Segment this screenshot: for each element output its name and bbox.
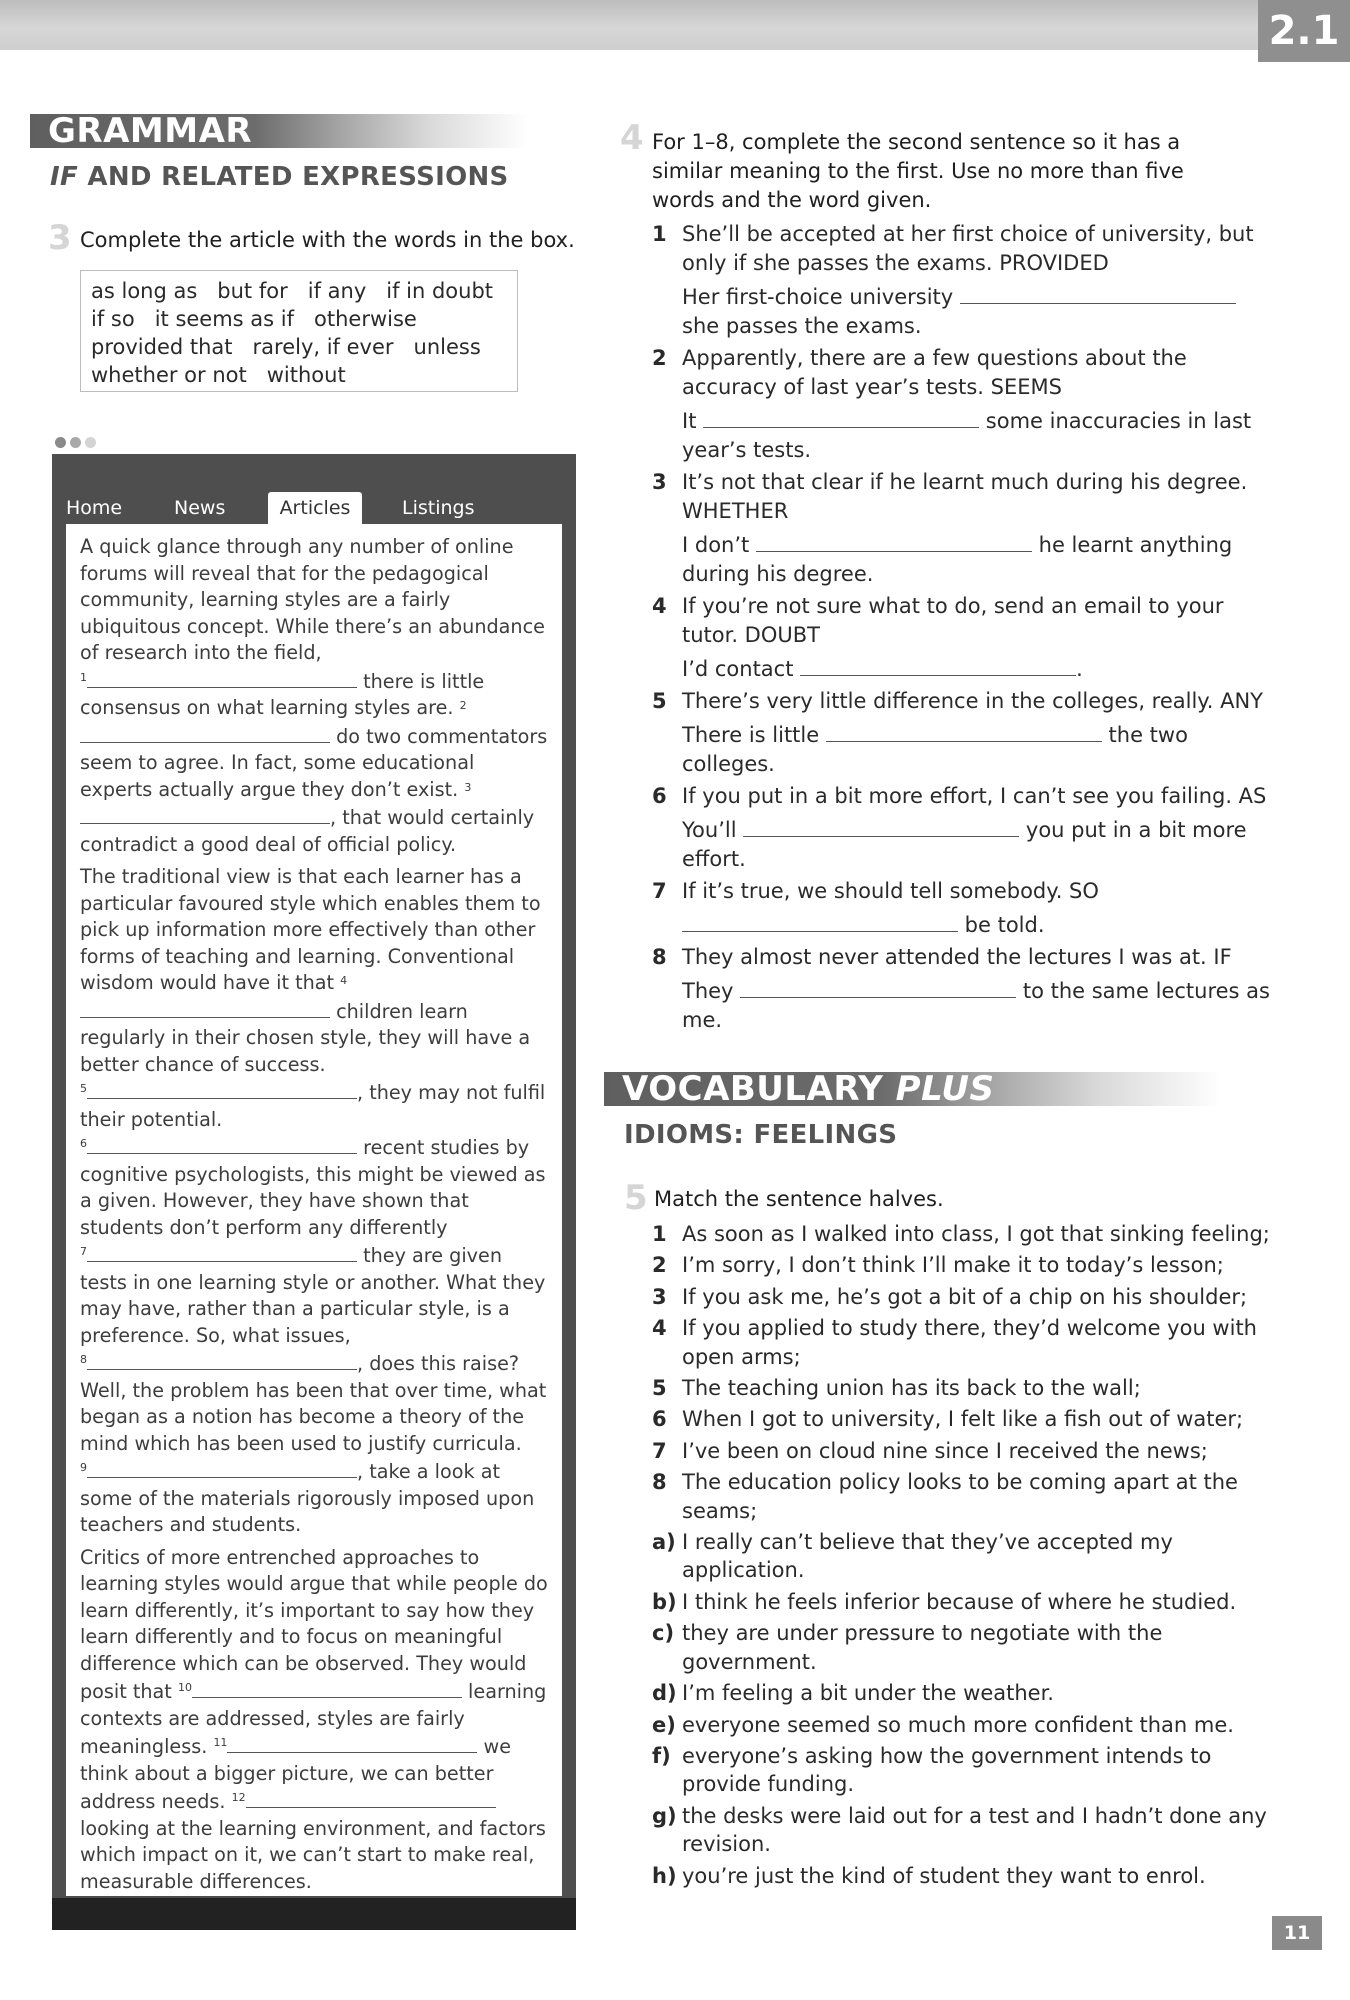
answer-text: Her first-choice university (682, 285, 960, 309)
gap-number: 9 (80, 1461, 87, 1474)
exercise-5-number: 5 (624, 1178, 648, 1218)
unit-number-tab: 2.1 (1258, 0, 1350, 62)
list-item (652, 943, 1272, 1035)
list-item (652, 1468, 1276, 1525)
item-number: 3 (652, 470, 667, 494)
item-text: I think he feels inferior because of where he studied. (682, 1589, 1237, 1614)
article-text: they are given tests in one learning style or another. What they may have, rather than a particular style, is a preference. So, what issues, (80, 1244, 546, 1347)
list-item (652, 1528, 1276, 1585)
answer-text: They (682, 979, 741, 1003)
gap-10-blank[interactable] (192, 1677, 462, 1698)
item-number: 7 (652, 879, 667, 903)
item-text: I really can’t believe that they’ve accepted my application. (682, 1530, 1173, 1583)
item-number: 4 (652, 594, 667, 618)
answer-blank[interactable] (703, 405, 979, 428)
tab-news[interactable]: News (174, 497, 226, 519)
item-answer (682, 909, 1272, 940)
article-text: , they may not fulfil their potential. (80, 1081, 546, 1131)
item-answer (682, 719, 1272, 779)
answer-text: I’d contact (682, 657, 801, 681)
item-letter: f) (652, 1743, 671, 1768)
item-number: 2 (652, 1253, 667, 1278)
answer-blank[interactable] (800, 653, 1076, 676)
word-box-item: if any (307, 279, 367, 303)
item-question: Apparently, there are a few questions about the accuracy of last year’s tests. SEEMS (682, 346, 1187, 399)
tab-home[interactable]: Home (66, 497, 123, 519)
exercise-5-list (652, 1220, 1276, 1893)
gap-number: 1 (80, 670, 87, 684)
item-text: you’re just the kind of student they want to enrol. (682, 1863, 1206, 1888)
exercise-3-instruction: Complete the article with the words in the box. (80, 228, 575, 252)
answer-blank[interactable] (682, 909, 958, 932)
word-box-item: without (266, 363, 346, 387)
item-text: As soon as I walked into class, I got that sinking feeling; (682, 1222, 1270, 1246)
item-answer (682, 281, 1272, 341)
item-text: When I got to university, I felt like a fish out of water; (682, 1407, 1244, 1432)
list-item (652, 1374, 1276, 1402)
item-answer (682, 405, 1272, 465)
word-box-item: unless (413, 335, 481, 359)
item-text: everyone seemed so much more confident than me. (682, 1712, 1234, 1737)
item-question: They almost never attended the lectures I was at. IF (682, 945, 1232, 969)
dot-icon (85, 437, 96, 448)
grammar-subheading (50, 162, 509, 192)
answer-text: You’ll (682, 818, 744, 842)
gap-4-blank[interactable] (80, 997, 330, 1018)
gap-9-blank[interactable] (87, 1457, 357, 1478)
answer-text: be told. (958, 913, 1045, 937)
article-text: looking at the learning environment, and factors which impact on it, we can’t start to make real, measurable differences. (80, 1816, 546, 1893)
answer-text: he learnt anything during his degree. (682, 533, 1233, 586)
exercise-4-number: 4 (620, 118, 644, 158)
gap-number: 4 (340, 974, 348, 987)
grammar-heading: GRAMMAR (30, 114, 528, 148)
word-box-item: provided that (91, 335, 233, 359)
gap-8-blank[interactable] (87, 1349, 357, 1370)
gap-number: 12 (231, 1791, 246, 1804)
item-letter: h) (652, 1863, 677, 1888)
article-body (66, 524, 562, 1896)
list-item (652, 1742, 1276, 1799)
answer-text: I don’t (682, 533, 756, 557)
item-text: The teaching union has its back to the wall; (682, 1376, 1141, 1401)
tab-listings[interactable]: Listings (402, 497, 475, 519)
list-item (652, 1283, 1276, 1311)
article-text: children learn regularly in their chosen style, they will have a better chance of success. (80, 999, 531, 1076)
item-text: If you applied to study there, they’d welcome you with open arms; (682, 1316, 1257, 1369)
gap-2-blank[interactable] (80, 722, 330, 743)
top-banner (0, 0, 1350, 50)
answer-text: to the same lectures as me. (682, 979, 1270, 1032)
article-text: there is little consensus on what learning styles are. (80, 669, 485, 719)
gap-number: 11 (213, 1736, 228, 1749)
answer-text: you put in a bit more effort. (682, 818, 1247, 871)
word-box-item: if in doubt (386, 279, 494, 303)
answer-text: some inaccuracies in last year’s tests. (682, 409, 1252, 462)
list-item (652, 1679, 1276, 1707)
item-number: 5 (652, 1376, 667, 1401)
item-number: 8 (652, 1470, 667, 1495)
gap-number: 2 (459, 699, 467, 712)
item-number: 6 (652, 784, 667, 808)
item-number: 3 (652, 1284, 667, 1309)
exercise-3-number: 3 (48, 218, 72, 258)
gap-11-blank[interactable] (227, 1732, 477, 1753)
vocabulary-subheading: IDIOMS: FEELINGS (624, 1120, 898, 1150)
list-item (652, 1405, 1276, 1433)
word-box-item: otherwise (314, 307, 417, 331)
article-text: recent studies by cognitive psychologists, this might be viewed as a given. However, they have shown that students don’t perform any differently (80, 1136, 546, 1239)
item-number: 1 (652, 222, 667, 246)
item-number: 4 (652, 1316, 667, 1341)
answer-blank[interactable] (960, 281, 1236, 304)
item-letter: c) (652, 1621, 675, 1646)
vocabulary-heading (604, 1069, 1222, 1109)
list-item (652, 1862, 1276, 1890)
item-answer (682, 975, 1272, 1035)
browser-mockup (52, 454, 576, 1930)
item-question: If you put in a bit more effort, I can’t see you failing. AS (682, 784, 1267, 808)
exercise-4-instruction: For 1–8, complete the second sentence so it has a similar meaning to the first. Use no more than five words and the word given. (652, 130, 1184, 212)
gap-number: 3 (464, 780, 472, 794)
list-item (652, 592, 1272, 684)
list-item (652, 1437, 1276, 1465)
gap-1-blank[interactable] (87, 667, 357, 688)
browser-footer-bar (52, 1898, 576, 1930)
item-number: 7 (652, 1438, 667, 1463)
article-text: do two commentators seem to agree. In fact, some educational experts actually argue they don’t exist. (80, 724, 548, 801)
answer-text: she passes the exams. (682, 314, 922, 338)
article-paragraph (80, 1545, 552, 1896)
article-text: , does this raise? Well, the problem has been that over time, what began as a notion has become a theory of the mind which has been used to justify curricula. (80, 1352, 547, 1455)
word-box-item: but for (217, 279, 288, 303)
word-box-item: as long as (91, 279, 198, 303)
tab-articles[interactable]: Articles (268, 492, 362, 524)
item-letter: g) (652, 1803, 677, 1828)
list-item (652, 1619, 1276, 1676)
answer-text: the two colleges. (682, 723, 1188, 776)
article-text: The traditional view is that each learner has a particular favoured style which enables them to pick up information more effectively than other forms of teaching and learning. Conventional wisdom would have it that (80, 865, 541, 994)
gap-6-blank[interactable] (87, 1133, 357, 1154)
item-text: The education policy looks to be coming apart at the seams; (682, 1470, 1238, 1523)
item-answer (682, 529, 1272, 589)
answer-text: It (682, 409, 704, 433)
list-item (652, 1802, 1276, 1859)
list-item (652, 1251, 1276, 1279)
item-letter: b) (652, 1589, 677, 1614)
list-item (652, 344, 1272, 465)
article-paragraph (80, 534, 552, 858)
gap-number: 8 (80, 1353, 87, 1366)
item-question: It’s not that clear if he learnt much during his degree. WHETHER (682, 470, 1248, 523)
answer-blank[interactable] (740, 975, 1016, 998)
list-item (652, 220, 1272, 341)
article-text: we think about a bigger picture, we can better address needs. (80, 1735, 512, 1813)
gap-number: 10 (177, 1681, 192, 1694)
item-answer (682, 653, 1272, 684)
browser-window-dots (55, 433, 100, 452)
item-question: There’s very little difference in the colleges, really. ANY (682, 689, 1263, 713)
list-item (652, 468, 1272, 589)
gap-7-blank[interactable] (87, 1241, 357, 1262)
article-paragraph (80, 864, 552, 1539)
item-number: 1 (652, 1222, 667, 1246)
answer-text: There is little (682, 723, 826, 747)
subheading-text: AND RELATED EXPRESSIONS (78, 162, 509, 192)
word-box-item: rarely, if ever (252, 335, 394, 359)
word-box (80, 270, 518, 392)
dot-icon (55, 437, 66, 448)
item-question: If you’re not sure what to do, send an email to your tutor. DOUBT (682, 594, 1224, 647)
word-box-item: if so (91, 307, 135, 331)
word-box-item: it seems as if (154, 307, 295, 331)
article-text: A quick glance through any number of online forums will reveal that for the pedagogical community, learning styles are a fairly ubiquitous concept. While there’s an abundance of research into the field, (80, 535, 545, 664)
gap-12-blank[interactable] (246, 1787, 496, 1808)
gap-3-blank[interactable] (80, 803, 330, 824)
item-text: I’ve been on cloud nine since I received the news; (682, 1438, 1208, 1463)
page-number: 11 (1272, 1916, 1322, 1950)
answer-text: . (1076, 657, 1083, 681)
article-text: Critics of more entrenched approaches to learning styles would argue that while people do learn differently, it’s important to say how they learn differently and to focus on meaningful difference which can be observed. They would posit that (80, 1545, 548, 1703)
item-text: I’m sorry, I don’t think I’ll make it to today’s lesson; (682, 1253, 1224, 1278)
item-answer (682, 814, 1272, 874)
list-item (652, 687, 1272, 779)
list-item (652, 1588, 1276, 1616)
subheading-italic: IF (50, 162, 79, 192)
item-question: She’ll be accepted at her first choice of university, but only if she passes the exams. PROVIDED (682, 222, 1254, 275)
exercise-5-instruction: Match the sentence halves. (654, 1187, 944, 1211)
vocab-title-italic: PLUS (895, 1069, 995, 1109)
list-item (652, 782, 1272, 874)
gap-number: 6 (80, 1137, 87, 1150)
article-text: , that would certainly contradict a good deal of official policy. (80, 806, 535, 856)
item-text: If you ask me, he’s got a bit of a chip on his shoulder; (682, 1284, 1248, 1309)
item-question: If it’s true, we should tell somebody. SO (682, 879, 1099, 903)
answer-blank[interactable] (743, 814, 1019, 837)
answer-blank[interactable] (826, 719, 1102, 742)
browser-tabs (52, 492, 576, 524)
list-item (652, 1220, 1276, 1248)
item-text: they are under pressure to negotiate with the government. (682, 1621, 1163, 1674)
item-letter: d) (652, 1681, 677, 1706)
dot-icon (70, 437, 81, 448)
gap-5-blank[interactable] (87, 1078, 357, 1099)
item-number: 2 (652, 346, 667, 370)
gap-number: 5 (80, 1082, 87, 1095)
list-item (652, 877, 1272, 940)
item-text: I’m feeling a bit under the weather. (682, 1681, 1054, 1706)
list-item (652, 1314, 1276, 1371)
item-text: everyone’s asking how the government intends to provide funding. (682, 1743, 1212, 1797)
word-box-item: whether or not (91, 363, 247, 387)
item-letter: e) (652, 1712, 676, 1737)
item-number: 6 (652, 1407, 667, 1432)
item-number: 5 (652, 689, 667, 713)
item-letter: a) (652, 1530, 676, 1555)
list-item (652, 1711, 1276, 1739)
answer-blank[interactable] (756, 529, 1032, 552)
article-text: , take a look at some of the materials rigorously imposed upon teachers and students. (80, 1460, 535, 1536)
item-number: 8 (652, 945, 667, 969)
article-text: learning contexts are addressed, styles are fairly meaningless. (80, 1680, 547, 1758)
item-text: the desks were laid out for a test and I hadn’t done any revision. (682, 1803, 1267, 1857)
vocab-title: VOCABULARY (622, 1069, 896, 1109)
gap-number: 7 (80, 1245, 87, 1258)
exercise-4-list (652, 220, 1272, 1038)
